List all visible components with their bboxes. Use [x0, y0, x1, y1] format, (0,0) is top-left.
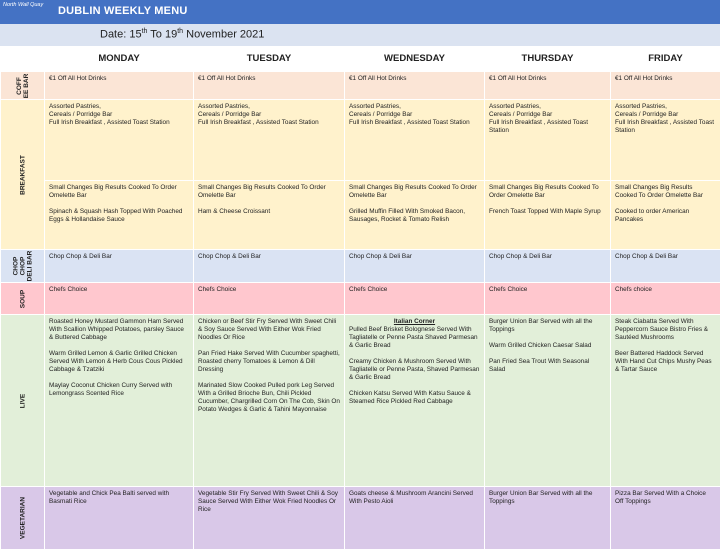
day-header-row [1, 47, 720, 72]
date-range: Date: 15th To 19th November 2021 [100, 28, 264, 41]
live-row [1, 315, 720, 487]
menu-cell: Small Changes Big Results Cooked To Order Omelette Bar Ham & Cheese Croissant [194, 181, 345, 250]
header-bar [0, 0, 720, 24]
day-header: FRIDAY [611, 47, 720, 72]
date-bar [0, 24, 720, 47]
day-header: WEDNESDAY [345, 47, 485, 72]
row-label: BREAKFAST [1, 100, 45, 250]
menu-cell: €1 Off All Hot Drinks [345, 72, 485, 100]
breakfast-row-bottom [1, 181, 720, 250]
menu-cell: Chop Chop & Deli Bar [194, 250, 345, 283]
day-header: THURSDAY [485, 47, 611, 72]
menu-cell: Roasted Honey Mustard Gammon Ham Served With Scallion Whipped Potatoes, parsley Sauce & Buttered Cabbage Warm Grilled Lemon & Garlic Grilled Chicken Served With Lemon & Herb Cous Cous Pickled Cabbage & Tzatziki Maylay Coconut Chicken Curry Served with Lemongrass Scented Rice [45, 315, 194, 487]
page-title: DUBLIN WEEKLY MENU [58, 5, 188, 17]
day-header: TUESDAY [194, 47, 345, 72]
menu-cell: Vegetable Stir Fry Served With Sweet Chili & Soy Sauce Served With Either Wok Fried Noodles Or Rice [194, 487, 345, 550]
menu-cell: Chop Chop & Deli Bar [45, 250, 194, 283]
menu-cell: Chicken or Beef Stir Fry Served With Sweet Chili & Soy Sauce Served With Either Wok Fried Noodles Or Rice Pan Fried Hake Served With Cucumber spaghetti, Roasted cherry Tomatoes & Lemon & Dill Dressing Marinated Slow Cooked Pulled pork Leg Served With a Grilled Brioche Bun, Chili Pickled Cucumber, Chargrilled Corn On The Cob, Skin On Potato Wedges & Garlic & Tahini Mayonnaise [194, 315, 345, 487]
row-label: CHOP CHOP DELI BAR [1, 250, 45, 283]
breakfast-row-top [1, 100, 720, 181]
logo: North Wall Quay [3, 2, 53, 8]
menu-cell: Chefs Choice [345, 283, 485, 315]
coffee-row [1, 72, 720, 100]
menu-cell: €1 Off All Hot Drinks [485, 72, 611, 100]
row-label: VEGETARIAN [1, 487, 45, 550]
menu-cell: Chefs Choice [485, 283, 611, 315]
menu-cell: Goats cheese & Mushroom Arancini Served With Pesto Aioli [345, 487, 485, 550]
italian-corner-heading: Italian Corner [349, 318, 480, 326]
menu-cell: Pizza Bar Served With a Choice Off Toppings [611, 487, 720, 550]
menu-cell: Assorted Pastries, Cereals / Porridge Bar Full Irish Breakfast , Assisted Toast Station [485, 100, 611, 181]
menu-cell: Small Changes Big Results Cooked To Order Omelette Bar Grilled Muffin Filled With Smoked Bacon, Sausages, Rocket & Tomato Relish [345, 181, 485, 250]
menu-cell: Steak Ciabatta Served With Peppercorn Sauce Bistro Fries & Sautéed Mushrooms Beer Battered Haddock Served With Hand Cut Chips Mushy Peas & Tartar Sauce [611, 315, 720, 487]
row-label: COFF EE BAR [1, 72, 45, 100]
vegetarian-row [1, 487, 720, 550]
menu-cell: Chop Chop & Deli Bar [611, 250, 720, 283]
menu-cell: Chop Chop & Deli Bar [345, 250, 485, 283]
menu-cell: Small Changes Big Results Cooked To Order Omelette Bar Cooked to order American Pancakes [611, 181, 720, 250]
menu-cell: Vegetable and Chick Pea Balti served with Basmati Rice [45, 487, 194, 550]
menu-cell: Small Changes Big Results Cooked To Order Omelette Bar French Toast Topped With Maple Syrup [485, 181, 611, 250]
row-label: LIVE [1, 315, 45, 487]
menu-cell: Italian Corner Pulled Beef Brisket Bolognese Served With Tagliatelle or Penne Pasta Shaved Parmesan & Garlic Bread Creamy Chicken & Mushroom Served With Tagliatelle or Penne Pasta, Shaved Parmesan & Garlic Bread Chicken Katsu Served With Katsu Sauce & Steamed Rice Pickled Red Cabbage [345, 315, 485, 487]
menu-cell: Assorted Pastries, Cereals / Porridge Bar Full Irish Breakfast , Assisted Toast Station [45, 100, 194, 181]
menu-cell: €1 Off All Hot Drinks [45, 72, 194, 100]
menu-cell: Chefs choice [611, 283, 720, 315]
corner-cell [1, 47, 45, 72]
menu-cell: Chefs Choice [45, 283, 194, 315]
menu-cell: Burger Union Bar Served with all the Toppings Warm Grilled Chicken Caesar Salad Pan Fried Sea Trout With Seasonal Salad [485, 315, 611, 487]
day-header: MONDAY [45, 47, 194, 72]
menu-cell: Assorted Pastries, Cereals / Porridge Bar Full Irish Breakfast , Assisted Toast Station [611, 100, 720, 181]
menu-cell: €1 Off All Hot Drinks [611, 72, 720, 100]
chop-chop-row [1, 250, 720, 283]
menu-cell: Assorted Pastries, Cereals / Porridge Bar Full Irish Breakfast , Assisted Toast Station [194, 100, 345, 181]
row-label: SOUP [1, 283, 45, 315]
menu-cell: Chop Chop & Deli Bar [485, 250, 611, 283]
soup-row [1, 283, 720, 315]
menu-cell: Assorted Pastries, Cereals / Porridge Bar Full Irish Breakfast , Assisted Toast Station [345, 100, 485, 181]
menu-cell: Small Changes Big Results Cooked To Order Omelette Bar Spinach & Squash Hash Topped With Poached Eggs & Hollandaise Sauce [45, 181, 194, 250]
menu-cell: €1 Off All Hot Drinks [194, 72, 345, 100]
menu-cell: Burger Union Bar Served with all the Toppings [485, 487, 611, 550]
menu-cell: Chefs Choice [194, 283, 345, 315]
menu-table [0, 46, 720, 550]
